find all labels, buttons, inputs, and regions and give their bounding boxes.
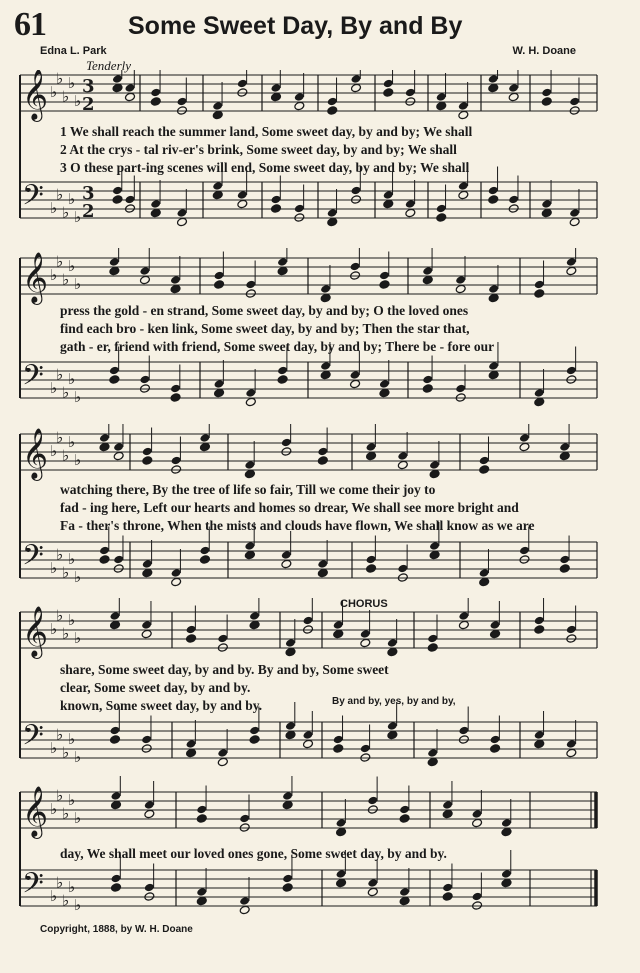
flat-icon: ♭ <box>62 563 70 582</box>
note-head <box>366 451 377 461</box>
time-signature-icon: 3 <box>82 183 95 204</box>
flat-icon: ♭ <box>50 442 58 460</box>
note-head <box>239 905 250 915</box>
flat-icon: ♭ <box>74 208 82 226</box>
verse-1-line: press the gold - en strand, Some sweet day, by and by; O the loved ones <box>60 303 469 318</box>
note-head <box>383 199 394 209</box>
note-head <box>436 101 447 111</box>
note-head <box>282 883 293 893</box>
note-head <box>294 101 305 111</box>
note-head <box>109 375 120 385</box>
note-head <box>112 195 123 205</box>
note-head <box>429 469 440 479</box>
note-head <box>196 896 207 906</box>
note-head <box>360 638 371 648</box>
copyright-notice: Copyright, 1888, by W. H. Doane <box>40 924 193 935</box>
flat-icon: ♭ <box>68 550 76 568</box>
time-signature-icon: 3 <box>82 76 95 97</box>
flat-icon: ♭ <box>68 611 76 629</box>
flat-icon: ♭ <box>50 199 58 217</box>
note-head <box>214 388 225 398</box>
flat-icon: ♭ <box>62 270 70 289</box>
flat-icon: ♭ <box>68 433 76 451</box>
verse-3-line: 3 O these part-ing scenes will end, Some sweet day, by and by; We shall <box>60 160 470 175</box>
flat-icon: ♭ <box>74 748 82 766</box>
note-head <box>534 739 545 749</box>
note-head <box>566 748 577 758</box>
note-head <box>458 190 469 200</box>
note-head <box>534 397 545 407</box>
note-head <box>367 887 378 897</box>
flat-icon: ♭ <box>56 252 64 271</box>
note-head <box>281 559 292 569</box>
flat-icon: ♭ <box>56 606 64 625</box>
note-head <box>490 744 501 754</box>
note-head <box>196 814 207 824</box>
verse-1-line: watching there, By the tree of life so fair, Till we come their joy to <box>60 482 436 497</box>
verse-2-line: find each bro - ken link, Some sweet day, by and by; Then the star that, <box>60 321 470 336</box>
note-head <box>317 568 328 578</box>
note-head <box>111 800 122 810</box>
note-head <box>111 883 122 893</box>
hymn-composer: W. H. Doane <box>512 45 576 57</box>
note-head <box>422 384 433 394</box>
treble-clef-icon: 𝄞 <box>22 786 49 837</box>
note-head <box>271 92 282 102</box>
note-head <box>519 442 530 452</box>
note-head <box>541 208 552 218</box>
music-system-4 <box>0 598 640 770</box>
note-head <box>244 469 255 479</box>
note-head <box>139 275 150 285</box>
note-head <box>508 92 519 102</box>
bass-clef-icon: 𝄢 <box>22 359 44 399</box>
verse-3-line: known, Some sweet day, by and by. <box>60 698 263 713</box>
note-head <box>212 190 223 200</box>
note-head <box>186 748 197 758</box>
note-head <box>170 393 181 403</box>
note-head <box>429 550 440 560</box>
note-head <box>109 266 120 276</box>
note-head <box>488 293 499 303</box>
note-head <box>559 451 570 461</box>
note-head <box>249 735 260 745</box>
note-head <box>559 564 570 574</box>
note-head <box>271 204 282 214</box>
flat-icon: ♭ <box>68 74 76 92</box>
note-head <box>142 568 153 578</box>
flat-icon: ♭ <box>68 370 76 388</box>
tempo-marking: Tenderly <box>86 58 132 73</box>
hymn-author: Edna L. Park <box>40 45 107 57</box>
flat-icon: ♭ <box>74 809 82 827</box>
flat-icon: ♭ <box>74 275 82 293</box>
flat-icon: ♭ <box>68 257 76 275</box>
flat-icon: ♭ <box>56 725 64 744</box>
verse-2-line: clear, Some sweet day, by and by. <box>60 680 251 695</box>
verse-1-line: share, Some sweet day, by and by. By and by, Some sweet <box>60 662 389 677</box>
note-head <box>277 266 288 276</box>
verse-2-line: 2 At the crys - tal riv-er's brink, Some sweet day, by and by; We shall <box>60 142 457 157</box>
note-head <box>150 97 161 107</box>
note-head <box>399 814 410 824</box>
note-head <box>336 827 347 837</box>
note-head <box>99 442 110 452</box>
note-head <box>199 442 210 452</box>
treble-clef-icon: 𝄞 <box>22 428 49 479</box>
verse-1-line: day, We shall meet our loved ones gone, Some sweet day, by and by. <box>60 846 447 861</box>
verse-1-line: 1 We shall reach the summer land, Some sweet day, by and by; We shall <box>60 124 473 139</box>
note-head <box>490 629 501 639</box>
flat-icon: ♭ <box>74 388 82 406</box>
hymn-header <box>0 0 640 73</box>
note-head <box>320 370 331 380</box>
note-head <box>442 809 453 819</box>
note-head <box>350 379 361 389</box>
note-head <box>303 739 314 749</box>
note-head <box>112 83 123 93</box>
note-head <box>501 878 512 888</box>
note-head <box>125 92 136 102</box>
bass-echo-words: By and by, yes, by and by, <box>332 696 456 707</box>
music-system-3 <box>0 424 640 594</box>
note-head <box>141 629 152 639</box>
note-head <box>320 293 331 303</box>
note-head <box>387 647 398 657</box>
note-head <box>501 827 512 837</box>
note-head <box>170 284 181 294</box>
note-head <box>458 110 469 120</box>
note-head <box>351 83 362 93</box>
flat-icon: ♭ <box>62 87 70 106</box>
note-head <box>383 88 394 98</box>
flat-icon: ♭ <box>50 266 58 284</box>
flat-icon: ♭ <box>56 545 64 564</box>
note-head <box>327 106 338 116</box>
flat-icon: ♭ <box>50 379 58 397</box>
note-head <box>455 284 466 294</box>
flat-icon: ♭ <box>68 791 76 809</box>
note-head <box>285 730 296 740</box>
music-system-1 <box>0 70 640 230</box>
treble-clef-icon: 𝄞 <box>22 606 49 657</box>
note-head <box>534 289 545 299</box>
note-head <box>399 896 410 906</box>
treble-clef-icon: 𝄞 <box>22 70 49 120</box>
note-head <box>488 370 499 380</box>
note-head <box>199 555 210 565</box>
note-head <box>150 208 161 218</box>
flat-icon: ♭ <box>62 446 70 465</box>
note-head <box>379 280 390 290</box>
verse-3-line: gath - er, friend with friend, Some sweet day, by and by; There be - fore our <box>60 339 495 354</box>
note-head <box>405 208 416 218</box>
note-head <box>99 555 110 565</box>
note-head <box>212 110 223 120</box>
flat-icon: ♭ <box>50 83 58 101</box>
note-head <box>333 744 344 754</box>
note-head <box>366 564 377 574</box>
hymn-number: 61 <box>14 6 46 43</box>
flat-icon: ♭ <box>62 743 70 762</box>
note-head <box>142 456 153 466</box>
flat-icon: ♭ <box>56 873 64 892</box>
note-head <box>217 757 228 767</box>
flat-icon: ♭ <box>62 804 70 823</box>
note-head <box>336 878 347 888</box>
flat-icon: ♭ <box>50 739 58 757</box>
note-head <box>186 634 197 644</box>
note-head <box>327 217 338 227</box>
note-head <box>541 97 552 107</box>
flat-icon: ♭ <box>62 624 70 643</box>
flat-icon: ♭ <box>56 185 64 204</box>
note-head <box>277 375 288 385</box>
flat-icon: ♭ <box>74 568 82 586</box>
note-head <box>285 647 296 657</box>
treble-clef-icon: 𝄞 <box>22 252 49 303</box>
note-head <box>534 625 545 635</box>
note-head <box>249 620 260 630</box>
note-head <box>479 577 490 587</box>
bass-clef-icon: 𝄢 <box>22 539 44 579</box>
note-head <box>245 397 256 407</box>
verse-3-line: Fa - ther's throne, When the mists and clouds have flown, We shall know as we are <box>60 518 535 533</box>
note-head <box>488 195 499 205</box>
note-head <box>144 809 155 819</box>
flat-icon: ♭ <box>68 878 76 896</box>
note-head <box>427 757 438 767</box>
note-head <box>379 388 390 398</box>
note-head <box>397 460 408 470</box>
flat-icon: ♭ <box>56 428 64 447</box>
flat-icon: ♭ <box>68 190 76 208</box>
flat-icon: ♭ <box>74 629 82 647</box>
flat-icon: ♭ <box>56 786 64 805</box>
note-head <box>110 620 121 630</box>
time-signature-icon: 2 <box>82 201 95 222</box>
bass-clef-icon: 𝄢 <box>22 719 44 759</box>
note-head <box>569 217 580 227</box>
bass-clef-icon: 𝄢 <box>22 179 44 219</box>
note-head <box>110 735 121 745</box>
note-head <box>442 892 453 902</box>
flat-icon: ♭ <box>56 365 64 384</box>
note-head <box>214 280 225 290</box>
bass-clef-icon: 𝄢 <box>22 867 44 907</box>
note-head <box>387 730 398 740</box>
note-head <box>177 217 188 227</box>
chorus-label: CHORUS <box>340 598 388 610</box>
note-head <box>333 629 344 639</box>
flat-icon: ♭ <box>62 891 70 910</box>
note-head <box>113 451 124 461</box>
flat-icon: ♭ <box>50 800 58 818</box>
note-head <box>422 275 433 285</box>
flat-icon: ♭ <box>50 620 58 638</box>
note-head <box>472 818 483 828</box>
note-head <box>436 213 447 223</box>
flat-icon: ♭ <box>74 451 82 469</box>
flat-icon: ♭ <box>62 383 70 402</box>
flat-icon: ♭ <box>50 887 58 905</box>
music-system-2 <box>0 248 640 418</box>
note-head <box>458 620 469 630</box>
flat-icon: ♭ <box>62 203 70 222</box>
flat-icon: ♭ <box>56 70 64 88</box>
music-system-5 <box>0 776 640 926</box>
verse-2-line: fad - ing here, Left our hearts and homes so drear, We shall see more bright and <box>60 500 519 515</box>
note-head <box>566 266 577 276</box>
note-head <box>427 643 438 653</box>
note-head <box>171 577 182 587</box>
note-head <box>282 800 293 810</box>
note-head <box>244 550 255 560</box>
flat-icon: ♭ <box>74 896 82 914</box>
hymn-title: Some Sweet Day, By and By <box>128 12 463 40</box>
time-signature-icon: 2 <box>82 94 95 115</box>
note-head <box>569 106 580 116</box>
note-head <box>488 83 499 93</box>
flat-icon: ♭ <box>68 730 76 748</box>
note-head <box>479 465 490 475</box>
note-head <box>237 199 248 209</box>
note-head <box>317 456 328 466</box>
flat-icon: ♭ <box>74 92 82 110</box>
flat-icon: ♭ <box>50 559 58 577</box>
